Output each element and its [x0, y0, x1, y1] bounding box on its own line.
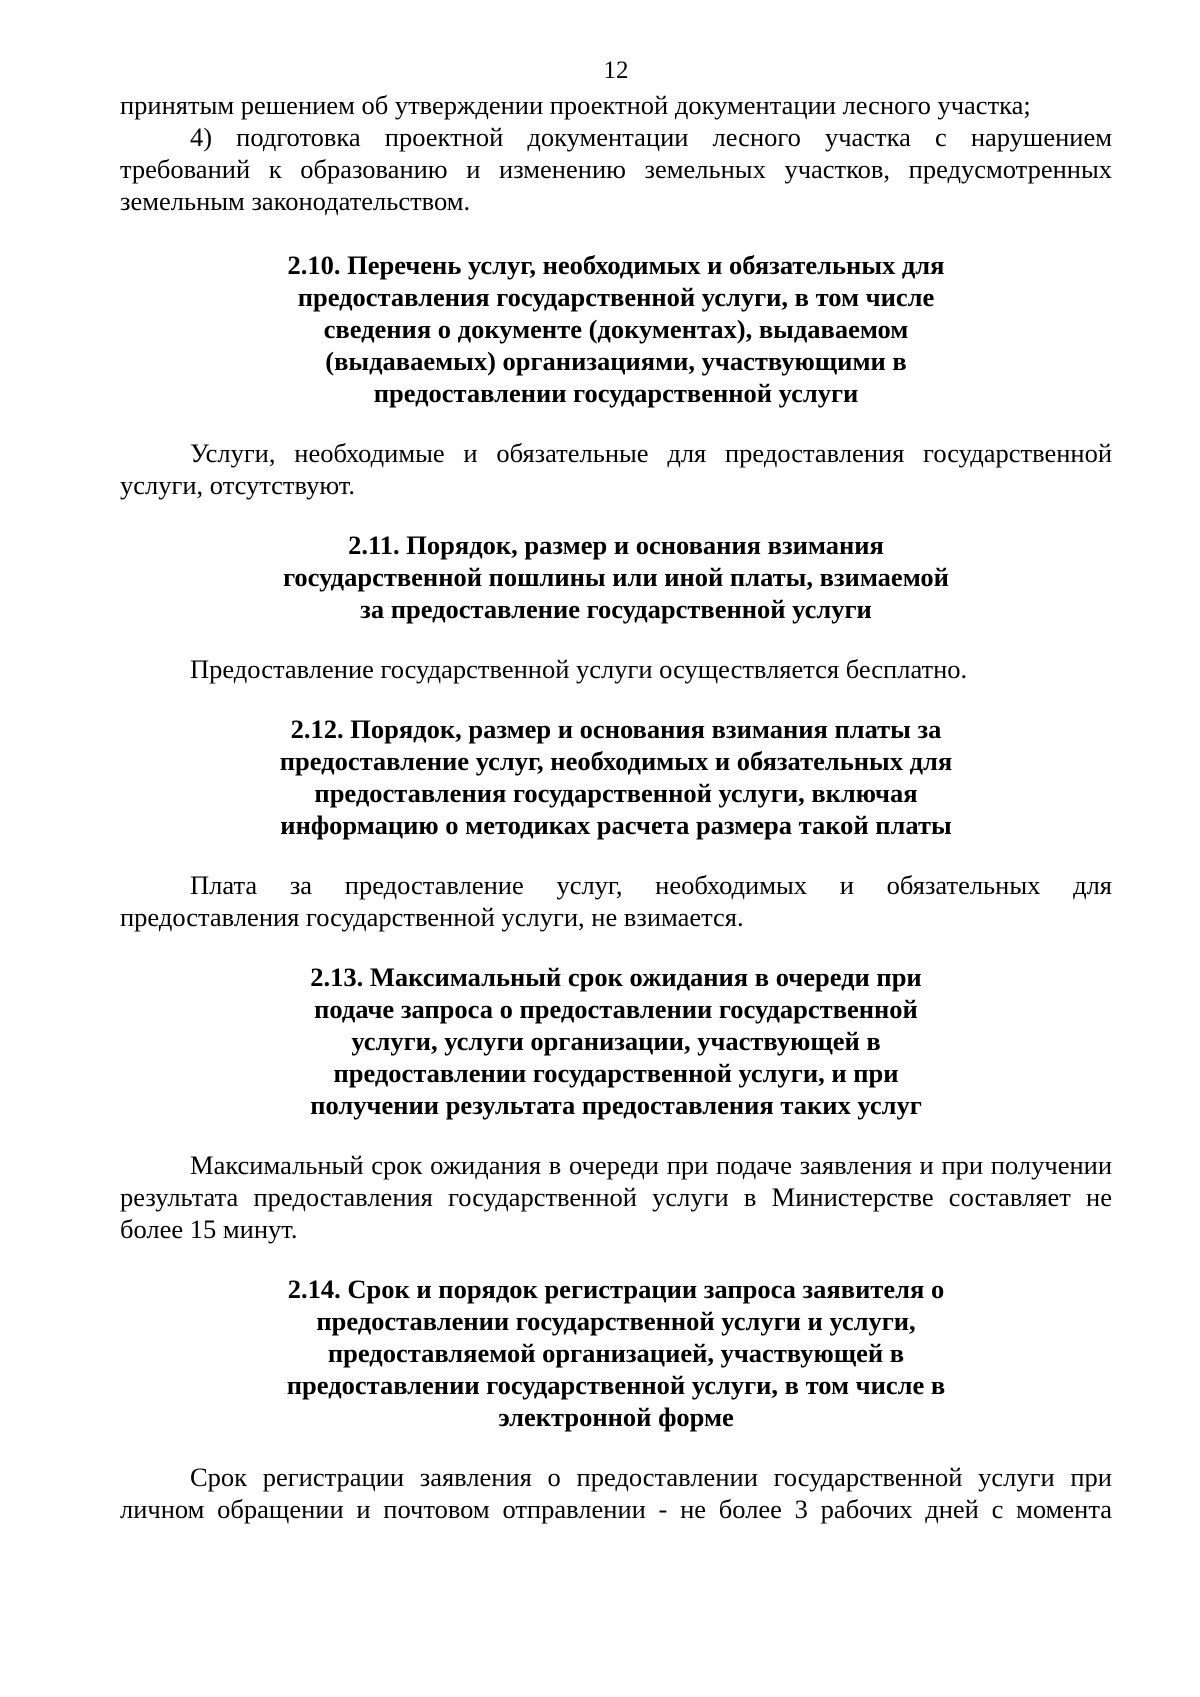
heading-line: 2.10. Перечень услуг, необходимых и обязательных для [287, 250, 945, 280]
heading-line: 2.12. Порядок, размер и основания взимания платы за [290, 714, 942, 744]
section-body-2-12: Плата за предоставление услуг, необходимых и обязательных для предоставления государственной услуги, не взимается. [120, 870, 1112, 932]
heading-line: получении результата предоставления таких услуг [310, 1090, 922, 1120]
section-heading-2-11 [120, 529, 1112, 625]
section-body-2-14: Срок регистрации заявления о предоставлении государственной услуги при личном обращении и почтовом отправлении - не более 3 рабочих дней с момента [120, 1462, 1112, 1524]
page-number: 12 [603, 57, 629, 84]
heading-line: электронной форме [498, 1402, 734, 1432]
heading-line: информацию о методиках расчета размера такой платы [280, 810, 952, 840]
heading-line: 2.14. Срок и порядок регистрации запроса заявителя о [287, 1274, 945, 1304]
heading-line: 2.13. Максимальный срок ожидания в очереди при [310, 962, 922, 992]
heading-line: 2.11. Порядок, размер и основания взимания [348, 530, 884, 560]
heading-line: предоставляемой организацией, участвующей в [327, 1338, 905, 1368]
heading-line: предоставления государственной услуги, включая [314, 778, 918, 808]
heading-line: за предоставление государственной услуги [360, 594, 872, 624]
intro-paragraph-item-4: 4) подготовка проектной документации лесного участка с нарушением требований к образованию и изменению земельных участков, предусмотренных земельным законодательством. [120, 122, 1112, 216]
heading-line: предоставления государственной услуги, в том числе [297, 282, 935, 312]
section-body-2-11: Предоставление государственной услуги осуществляется бесплатно. [190, 654, 968, 684]
section-heading-2-12 [120, 713, 1112, 841]
section-heading-2-13 [120, 961, 1112, 1121]
heading-line: предоставлении государственной услуги, в том числе в [286, 1370, 946, 1400]
heading-line: предоставлении государственной услуги [373, 378, 859, 408]
section-heading-2-10 [120, 249, 1112, 409]
heading-line: (выдаваемых) организациями, участвующими в [325, 346, 907, 376]
heading-line: услуги, услуги организации, участвующей в [351, 1026, 881, 1056]
heading-line: предоставлении государственной услуги и услуги, [316, 1306, 916, 1336]
intro-paragraph-continuation: принятым решением об утверждении проектной документации лесного участка; [120, 90, 1031, 120]
section-body-2-10: Услуги, необходимые и обязательные для предоставления государственной услуги, отсутствуют. [120, 438, 1112, 500]
section-body-2-13: Максимальный срок ожидания в очереди при подаче заявления и при получении результата предоставления государственной услуги в Министерстве составляет не более 15 минут. [120, 1150, 1112, 1244]
heading-line: подаче запроса о предоставлении государственной [314, 994, 918, 1024]
heading-line: предоставлении государственной услуги, и при [333, 1058, 899, 1088]
heading-line: сведения о документе (документах), выдаваемом [323, 314, 909, 344]
heading-line: предоставление услуг, необходимых и обязательных для [279, 746, 953, 776]
heading-line: государственной пошлины или иной платы, взимаемой [283, 562, 949, 592]
section-heading-2-14 [120, 1273, 1112, 1433]
